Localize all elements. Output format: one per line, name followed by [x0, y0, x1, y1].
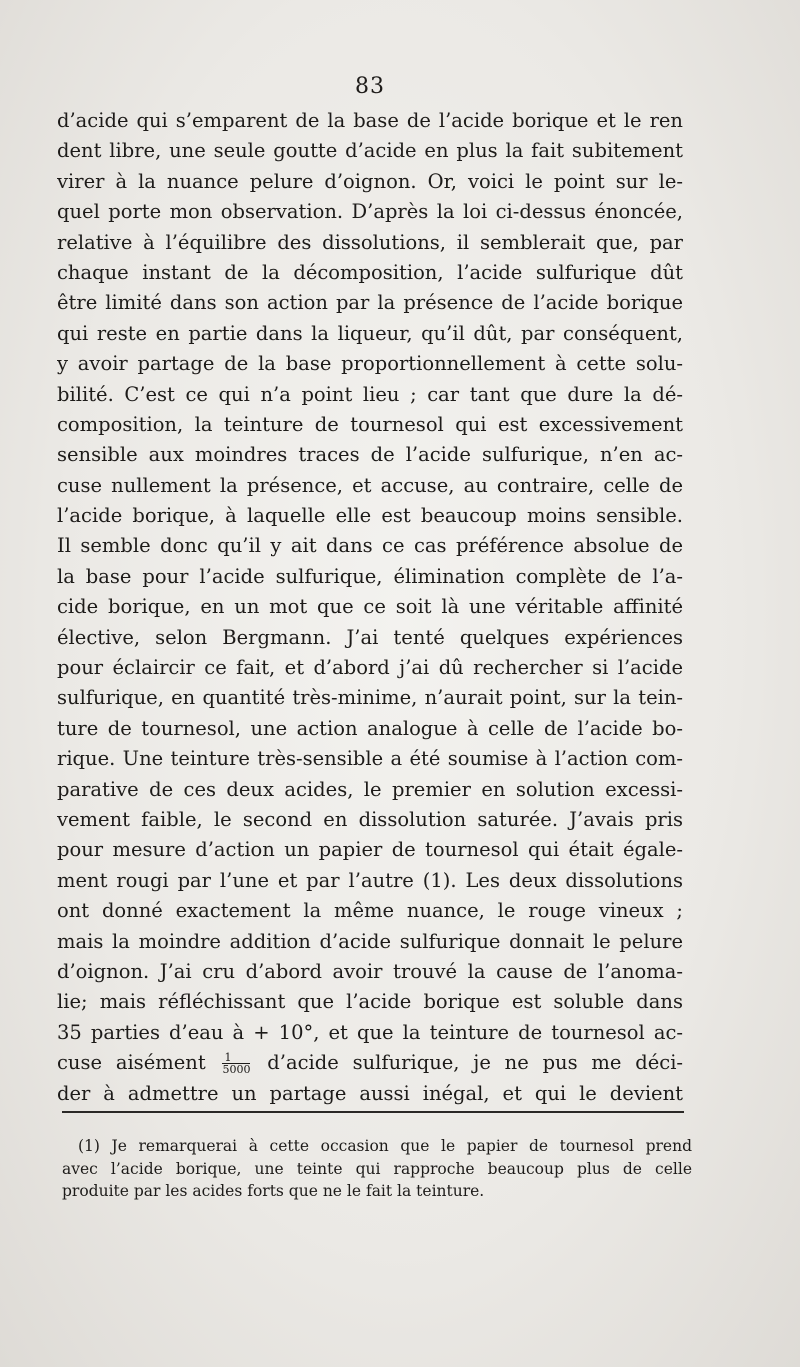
text-line: qui reste en partie dans la liqueur, qu’il dût, par conséquent,	[57, 321, 683, 345]
fraction-line-before: cuse aisément	[57, 1051, 206, 1075]
text-line: composition, la teinture de tournesol qui est excessivement	[57, 412, 683, 436]
text-line: ont donné exactement la même nuance, le rouge vineux ;	[57, 899, 683, 923]
text-line: Il semble donc qu’il y ait dans ce cas préférence absolue de	[57, 534, 683, 558]
fraction-numerator: 1	[222, 1052, 250, 1064]
fraction-line-after: d’acide sulfurique, je ne pus me déci-	[267, 1051, 683, 1075]
text-line: sensible aux moindres traces de l’acide sulfurique, n’en ac-	[57, 443, 683, 467]
text-line-with-fraction	[57, 1048, 683, 1078]
text-line: cide borique, en un mot que ce soit là une véritable affinité	[57, 595, 683, 619]
text-line: 35 parties d’eau à + 10°, et que la teinture de tournesol ac-	[57, 1020, 683, 1044]
text-line: quel porte mon observation. D’après la loi ci-dessus énoncée,	[57, 200, 683, 224]
text-line: d’acide qui s’emparent de la base de l’acide borique et le ren	[57, 109, 683, 132]
text-line: cuse nullement la présence, et accuse, au contraire, celle de	[57, 473, 683, 497]
text-line: dent libre, une seule goutte d’acide en plus la fait subitement	[57, 139, 683, 163]
text-line: être limité dans son action par la présence de l’acide borique	[57, 291, 683, 315]
footnote-line: (1) Je remarquerai à cette occasion que le papier de tournesol prend	[78, 1137, 692, 1155]
text-line: y avoir partage de la base proportionnellement à cette solu-	[57, 352, 683, 376]
page-number: 83	[355, 74, 385, 99]
text-line: l’acide borique, à laquelle elle est beaucoup moins sensible.	[57, 504, 683, 528]
text-line: d’oignon. J’ai cru d’abord avoir trouvé la cause de l’anoma-	[57, 959, 683, 983]
text-line: lie; mais réfléchissant que l’acide borique est soluble dans	[57, 990, 683, 1014]
text-line: pour éclaircir ce fait, et d’abord j’ai dû rechercher si l’acide	[57, 656, 683, 680]
footnote-line: avec l’acide borique, une teinte qui rapproche beaucoup plus de celle	[62, 1159, 692, 1178]
fraction	[222, 1052, 250, 1075]
text-line: relative à l’équilibre des dissolutions, il semblerait que, par	[57, 230, 683, 254]
text-line: bilité. C’est ce qui n’a point lieu ; car tant que dure la dé-	[57, 382, 683, 406]
fraction-denominator: 5000	[222, 1063, 251, 1077]
text-line: pour mesure d’action un papier de tournesol qui était égale-	[57, 838, 683, 862]
text-line: élective, selon Bergmann. J’ai tenté quelques expériences	[57, 625, 683, 649]
text-line: ture de tournesol, une action analogue à celle de l’acide bo-	[57, 716, 683, 740]
text-line: ment rougi par l’une et par l’autre (1). Les deux dissolutions	[57, 868, 683, 892]
text-line: der à admettre un partage aussi inégal, et qui le devient	[57, 1081, 683, 1105]
text-line: sulfurique, en quantité très-minime, n’aurait point, sur la tein-	[57, 686, 683, 710]
text-line: virer à la nuance pelure d’oignon. Or, voici le point sur le-	[57, 169, 683, 193]
footnote	[62, 1135, 692, 1203]
footnote-rule	[62, 1111, 684, 1113]
text-line: vement faible, le second en dissolution saturée. J’avais pris	[57, 807, 683, 831]
text-line: parative de ces deux acides, le premier en solution excessi-	[57, 777, 683, 801]
text-line: mais la moindre addition d’acide sulfurique donnait le pelure	[57, 929, 683, 953]
body-text	[57, 106, 683, 1109]
text-line: la base pour l’acide sulfurique, élimination complète de l’a-	[57, 564, 683, 588]
footnote-line: produite par les acides forts que ne le fait la teinture.	[62, 1182, 485, 1200]
text-line: chaque instant de la décomposition, l’acide sulfurique dût	[57, 260, 683, 284]
text-line: rique. Une teinture très-sensible a été soumise à l’action com-	[57, 747, 683, 771]
